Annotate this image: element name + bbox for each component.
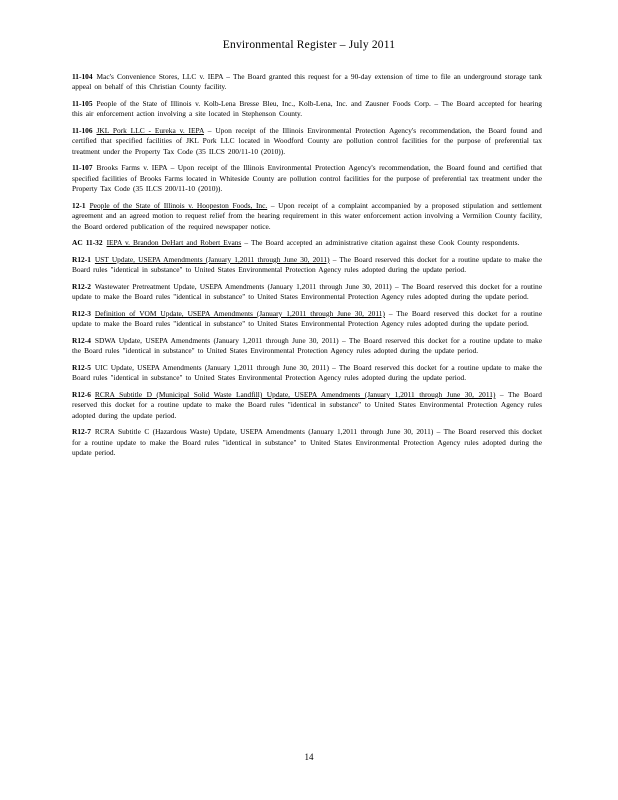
entry-11-106	[72, 126, 542, 157]
entry-r12-1	[72, 255, 542, 276]
entry-text: UIC Update, USEPA Amendments (January 1,2011 through June 30, 2011) – The Board reserved this docket for a routine update to make the Board rules "identical in substance" to United States Environmental Protection Agency rules adopted during the update period.	[72, 362, 542, 383]
page-header-title: Environmental Register – July 2011	[222, 39, 396, 51]
entries-list	[72, 72, 542, 465]
entry-r12-2	[72, 282, 542, 303]
entry-r12-4	[72, 336, 542, 357]
entry-ac-11-32	[72, 238, 542, 248]
entry-number: R12-5	[72, 362, 91, 372]
entry-text: – Upon receipt of a complaint accompanied by a proposed stipulation and settlement agreement and an agreed motion to request relief from the hearing requirement in this water enforcement action involving a Vermilion County facility, the Board ordered publication of the required newspaper notice.	[72, 200, 542, 231]
entry-number: 11-105	[72, 99, 93, 108]
entry-r12-5	[72, 363, 542, 384]
entry-11-104	[72, 72, 542, 93]
entry-text: – The Board reserved this docket for a routine update to make the Board rules "identical in substance" to United States Environmental Protection Agency rules adopted during the update period.	[72, 389, 542, 420]
entry-number: 12-1	[72, 200, 86, 210]
entry-text: – The Board accepted an administrative citation against these Cook County respondents.	[241, 238, 520, 248]
entry-number: 11-104	[72, 72, 93, 81]
entry-number: 11-106	[72, 126, 93, 135]
entry-number: R12-6	[72, 389, 91, 399]
entry-number: R12-1	[72, 254, 91, 264]
entry-text: Wastewater Pretreatment Update, USEPA Amendments (January 1,2011 through June 30, 2011) – The Board reserved this docket for a routine update to make the Board rules "identical in substance" to United States Environmental Protection Agency rules adopted during the update period.	[72, 281, 542, 302]
entry-number: R12-3	[72, 308, 91, 318]
entry-case-title: JKL Pork LLC - Eureka v. IEPA	[96, 126, 204, 135]
entry-11-105	[72, 99, 542, 120]
entry-text: Mac's Convenience Stores, LLC v. IEPA – The Board granted this request for a 90-day extension of time to file an underground storage tank appeal on behalf of this Christian County facility.	[72, 72, 542, 92]
entry-text: – The Board reserved this docket for a routine update to make the Board rules "identical in substance" to United States Environmental Protection Agency rules adopted during the update period.	[72, 254, 542, 275]
entry-number: AC 11-32	[72, 238, 103, 248]
entry-case-title: IEPA v. Brandon DeHart and Robert Evans	[106, 238, 242, 248]
entry-text: – The Board reserved this docket for a routine update to make the Board rules "identical in substance" to United States Environmental Protection Agency rules adopted during the update period.	[72, 308, 542, 329]
entry-r12-3	[72, 309, 542, 330]
entry-case-title: People of the State of Illinois v. Hoopeston Foods, Inc.	[89, 200, 268, 210]
entry-r12-6	[72, 390, 542, 421]
entry-text: – Upon receipt of the Illinois Environmental Protection Agency's recommendation, the Board found and certified that specified facilities of JKL Pork LLC located in Woodford County are pollution control facilities for the purpose of preferential tax treatment under the Property Tax Code (35 ILCS 200/11-10 (2010)).	[72, 126, 542, 156]
entry-11-107	[72, 163, 542, 194]
page-number: 14	[304, 752, 314, 762]
entry-text: Brooks Farms v. IEPA – Upon receipt of the Illinois Environmental Protection Agency's recommendation, the Board found and certified that specified facilities of Brooks Farms located in Whiteside County are pollution control facilities for the purpose of preferential tax treatment under the Property Tax Code (35 ILCS 200/11-10 (2010)).	[72, 163, 542, 194]
entry-number: 11-107	[72, 163, 93, 173]
entry-number: R12-7	[72, 427, 91, 437]
entry-r12-7	[72, 427, 542, 458]
entry-case-title: UST Update, USEPA Amendments (January 1,2011 through June 30, 2011)	[94, 254, 330, 264]
entry-text: SDWA Update, USEPA Amendments (January 1,2011 through June 30, 2011) – The Board reserved this docket for a routine update to make the Board rules "identical in substance" to United States Environmental Protection Agency rules adopted during the update period.	[72, 335, 542, 356]
entry-case-title: RCRA Subtitle D (Municipal Solid Waste Landfill) Update, USEPA Amendments (January 1,2011 through June 30, 2011)	[94, 389, 496, 399]
entry-text: RCRA Subtitle C (Hazardous Waste) Update, USEPA Amendments (January 1,2011 through June 30, 2011) – The Board reserved this docket for a routine update to make the Board rules "identical in substance" to United States Environmental Protection Agency rules adopted during the update period.	[72, 427, 542, 458]
entry-number: R12-2	[72, 281, 91, 291]
entry-text: People of the State of Illinois v. Kolb-Lena Bresse Bleu, Inc., Kolb-Lena, Inc. and Zausner Foods Corp. – The Board accepted for hearing this air enforcement action involving a site located in Stephenson County.	[72, 99, 542, 119]
entry-number: R12-4	[72, 335, 91, 345]
entry-12-1	[72, 201, 542, 232]
entry-case-title: Definition of VOM Update, USEPA Amendments (January 1,2011 through June 30, 2011)	[94, 308, 385, 318]
